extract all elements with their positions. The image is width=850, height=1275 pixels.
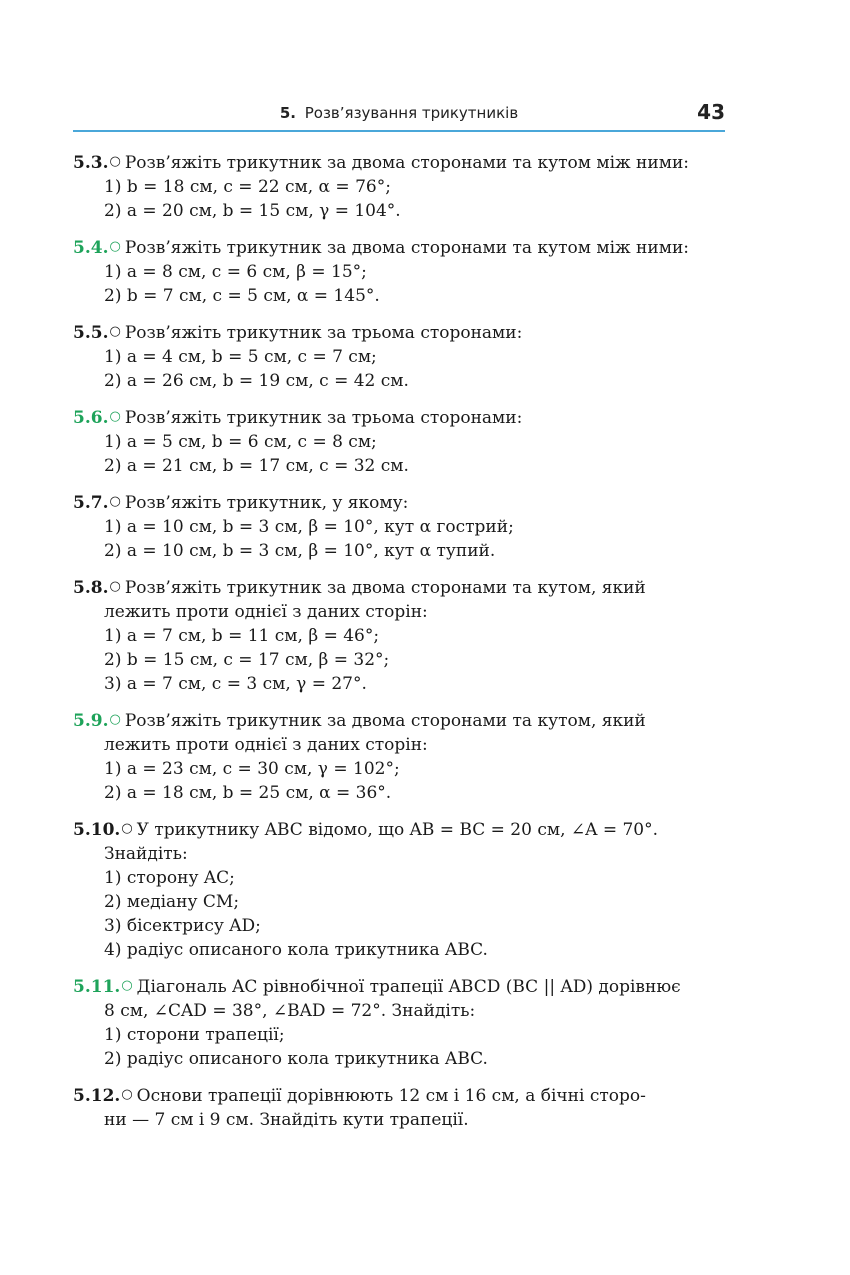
problem-text: Розв’яжіть трикутник за двома сторонами та кутом, який [124,711,646,731]
problem-subitem: 2) b = 7 см, c = 5 см, α = 145°. [104,286,380,306]
difficulty-circle-icon: ○ [109,324,121,339]
problem-5-11 [73,974,725,1071]
problem-subitem: 1) сторону AC; [104,868,235,888]
problem-text: Діагональ AC рівнобічної трапеції ABCD (BC || AD) дорівнює [136,977,681,997]
chapter-title [73,104,725,122]
problem-number: 5.7. [73,493,109,513]
problem-statement [73,405,725,430]
problem-subitem: 3) бісектрису AD; [104,916,261,936]
problem-text-continuation: ни — 7 см і 9 см. Знайдіть кути трапеції. [104,1110,469,1130]
problem-subitem: 1) a = 4 см, b = 5 см, c = 7 см; [104,347,377,367]
problem-statement [73,235,725,260]
problem-text: Розв’яжіть трикутник за двома сторонами та кутом між ними: [124,153,689,173]
difficulty-circle-icon: ○ [109,579,121,594]
problem-5-4 [73,235,725,308]
difficulty-circle-icon: ○ [121,1087,133,1102]
page-number: 43 [697,100,725,124]
problem-number: 5.6. [73,408,109,428]
problem-statement [73,817,725,842]
difficulty-circle-icon: ○ [109,154,121,169]
problem-5-10 [73,817,725,962]
problem-subitem: 1) a = 5 см, b = 6 см, c = 8 см; [104,432,377,452]
problem-text: Розв’яжіть трикутник за трьома сторонами: [124,323,523,343]
problem-number: 5.10. [73,820,121,840]
problem-5-8 [73,575,725,696]
problem-subitem: 2) медіану CM; [104,892,240,912]
problem-subitem: 2) a = 18 см, b = 25 см, α = 36°. [104,783,392,803]
problem-number: 5.12. [73,1086,121,1106]
difficulty-circle-icon: ○ [109,409,121,424]
problem-5-5 [73,320,725,393]
problem-statement [73,150,725,175]
problem-statement [73,1083,725,1108]
problem-5-9 [73,708,725,805]
problem-subitem: 2) радіус описаного кола трикутника ABC. [104,1049,488,1069]
problem-subitem: 2) a = 20 см, b = 15 см, γ = 104°. [104,201,401,221]
problems-list [73,150,725,1144]
problem-subitem: 2) b = 15 см, c = 17 см, β = 32°; [104,650,390,670]
problem-text: Розв’яжіть трикутник за двома сторонами та кутом між ними: [124,238,689,258]
chapter-number: 5. [279,104,296,122]
difficulty-circle-icon: ○ [109,494,121,509]
problem-subitem: 1) b = 18 см, c = 22 см, α = 76°; [104,177,391,197]
problem-subitem: 1) a = 8 см, c = 6 см, β = 15°; [104,262,367,282]
difficulty-circle-icon: ○ [109,239,121,254]
problem-subitem: 2) a = 26 см, b = 19 см, c = 42 см. [104,371,409,391]
problem-text: Розв’яжіть трикутник за трьома сторонами: [124,408,523,428]
problem-statement [73,320,725,345]
problem-5-7 [73,490,725,563]
difficulty-circle-icon: ○ [121,821,133,836]
problem-statement [73,575,725,600]
problem-5-12 [73,1083,725,1132]
problem-statement [73,490,725,515]
problem-subitem: 1) a = 7 см, b = 11 см, β = 46°; [104,626,380,646]
problem-5-6 [73,405,725,478]
page-header [73,100,725,132]
problem-subitem: 4) радіус описаного кола трикутника ABC. [104,940,488,960]
problem-number: 5.3. [73,153,109,173]
problem-number: 5.5. [73,323,109,343]
problem-subitem: 2) a = 10 см, b = 3 см, β = 10°, кут α тупий. [104,541,496,561]
difficulty-circle-icon: ○ [121,978,133,993]
problem-text-continuation: Знайдіть: [104,844,188,864]
problem-text: Основи трапеції дорівнюють 12 см і 16 см, а бічні сторо- [136,1086,646,1106]
problem-statement [73,974,725,999]
problem-subitem: 2) a = 21 см, b = 17 см, c = 32 см. [104,456,409,476]
problem-text-continuation: 8 см, ∠CAD = 38°, ∠BAD = 72°. Знайдіть: [104,1001,476,1021]
problem-number: 5.8. [73,578,109,598]
problem-text: Розв’яжіть трикутник, у якому: [124,493,409,513]
problem-subitem: 3) a = 7 см, c = 3 см, γ = 27°. [104,674,367,694]
problem-number: 5.4. [73,238,109,258]
problem-subitem: 1) сторони трапеції; [104,1025,285,1045]
problem-statement [73,708,725,733]
problem-text: Розв’яжіть трикутник за двома сторонами та кутом, який [124,578,646,598]
problem-number: 5.9. [73,711,109,731]
chapter-title-text: Розв’язування трикутників [304,104,519,122]
problem-text-continuation: лежить проти однієї з даних сторін: [104,735,428,755]
problem-text: У трикутнику ABC відомо, що AB = BC = 20 см, ∠A = 70°. [136,820,659,840]
problem-5-3 [73,150,725,223]
problem-subitem: 1) a = 10 см, b = 3 см, β = 10°, кут α гострий; [104,517,514,537]
problem-subitem: 1) a = 23 см, c = 30 см, γ = 102°; [104,759,400,779]
problem-text-continuation: лежить проти однієї з даних сторін: [104,602,428,622]
difficulty-circle-icon: ○ [109,712,121,727]
problem-number: 5.11. [73,977,121,997]
